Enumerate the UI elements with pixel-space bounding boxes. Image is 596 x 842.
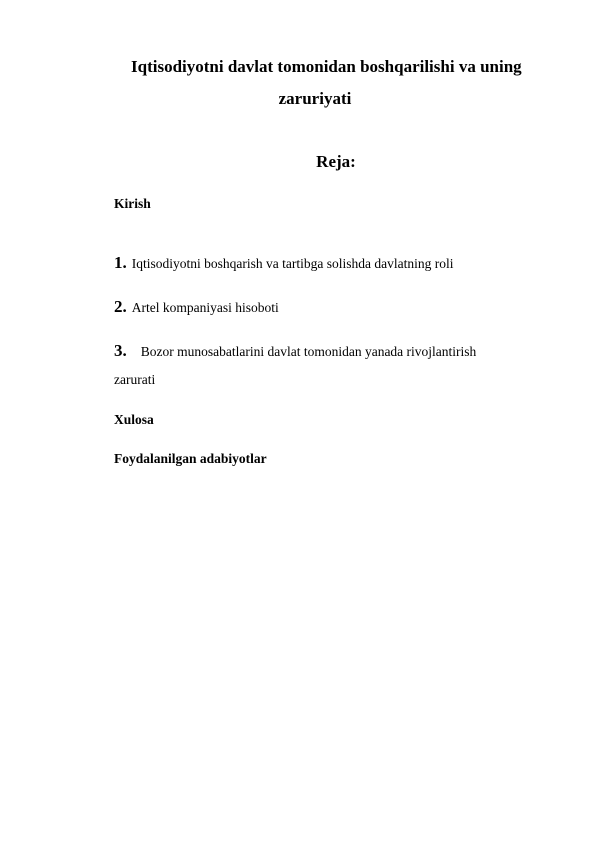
plan-item-text: Artel kompaniyasi hisoboti <box>131 300 279 315</box>
plan-item-text: Iqtisodiyotni boshqarish va tartibga solishda davlatning roli <box>131 256 454 271</box>
plan-item-text: Bozor munosabatlarini davlat tomonidan yanada rivojlantirish <box>140 344 477 359</box>
references-heading: Foydalanilgan adabiyotlar <box>114 451 267 466</box>
document-title-line-2: zaruriyati <box>278 89 352 108</box>
plan-heading: Reja: <box>316 152 356 171</box>
conclusion-heading: Xulosa <box>114 412 154 427</box>
plan-item-number: 1. <box>114 253 127 272</box>
document-title-line-1: Iqtisodiyotni davlat tomonidan boshqarilishi va uning <box>131 57 522 76</box>
plan-item-number: 2. <box>114 297 127 316</box>
plan-item-text-continued: zarurati <box>114 372 156 387</box>
plan-item-number: 3. <box>114 341 127 360</box>
plan-item <box>114 255 554 272</box>
plan-item <box>114 299 554 316</box>
plan-item <box>114 343 554 360</box>
intro-heading: Kirish <box>114 196 151 211</box>
